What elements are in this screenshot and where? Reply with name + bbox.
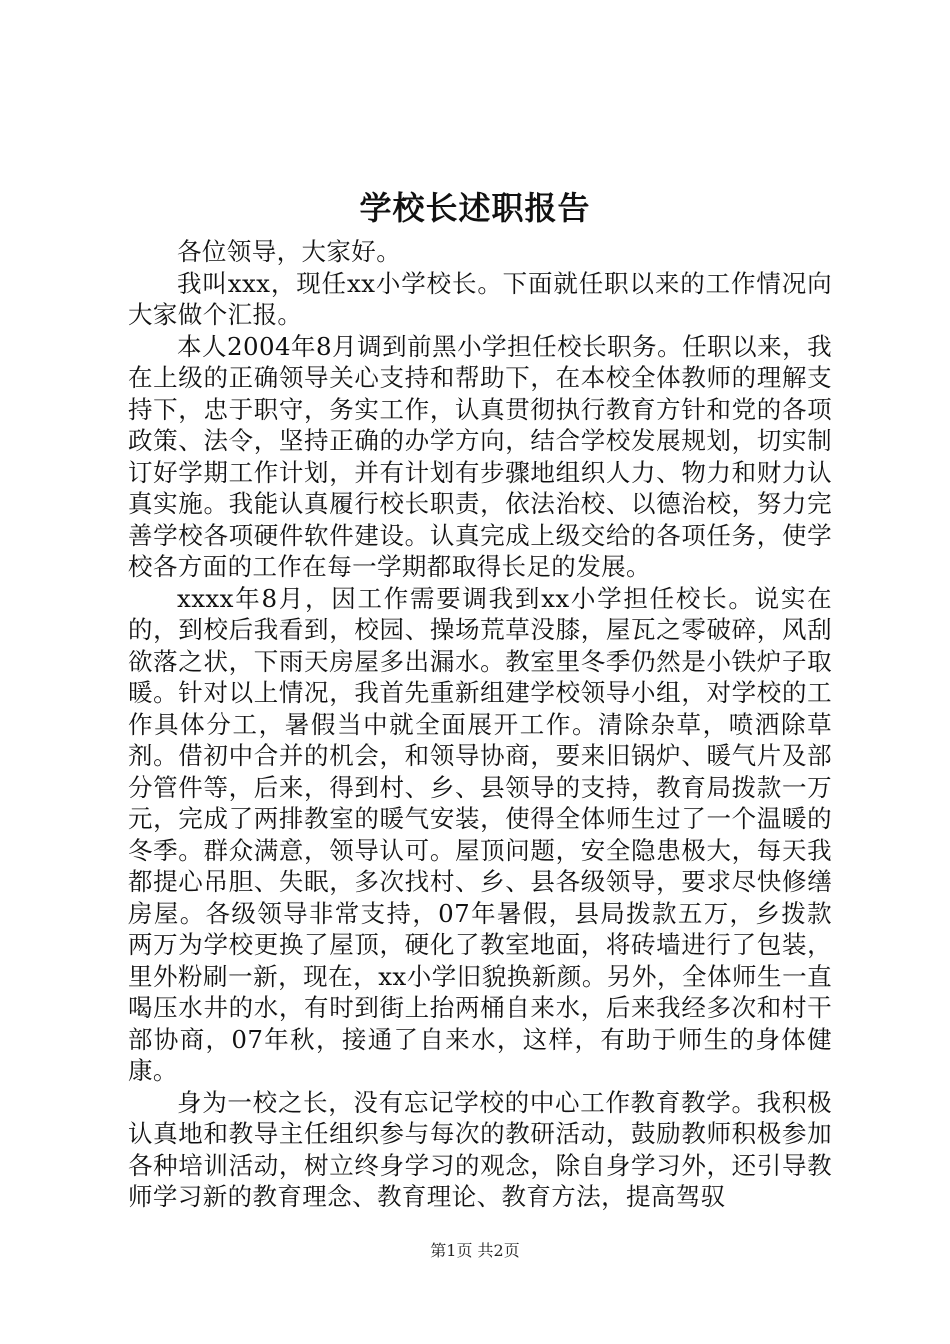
paragraph-teaching-work: 身为一校之长，没有忘记学校的中心工作教育教学。我积极认真地和教导主任组织参与每次的教研活动，鼓励教师积极参加各种培训活动，树立终身学习的观念，除自身学习外，还引导教师学习新的教育理念、教育理论、教育方法，提高驾驭: [128, 1087, 832, 1211]
paragraph-introduction: 我叫xxx，现任xx小学校长。下面就任职以来的工作情况向大家做个汇报。: [128, 268, 832, 329]
paragraph-greeting: 各位领导，大家好。: [177, 237, 402, 266]
document-title: 学校长述职报告: [359, 189, 591, 227]
paragraph-school-improvements: xxxx年8月，因工作需要调我到xx小学担任校长。说实在的，到校后我看到，校园、操场荒草没膝，屋瓦之零破碎，风刮欲落之状，下雨天房屋多出漏水。教室里冬季仍然是小铁炉子取暖。针对以上情况，我首先重新组建学校领导小组，对学校的工作具体分工，暑假当中就全面展开工作。清除杂草，喷洒除草剂。借初中合并的机会，和领导协商，要来旧锅炉、暖气片及部分管件等，后来，得到村、乡、县领导的支持，教育局拨款一万元，完成了两排教室的暖气安装，使得全体师生过了一个温暖的冬季。群众满意，领导认可。屋顶问题，安全隐患极大，每天我都提心吊胆、失眠，多次找村、乡、县各级领导，要求尽快修缮房屋。各级领导非常支持，07年暑假，县局拨款五万，乡拨款两万为学校更换了屋顶，硬化了教室地面，将砖墙进行了包装，里外粉刷一新，现在，xx小学旧貌换新颜。另外，全体师生一直喝压水井的水，有时到街上抬两桶自来水，后来我经多次和村干部协商，07年秋，接通了自来水，这样，有助于师生的身体健康。: [128, 583, 832, 1085]
document-body: [128, 236, 832, 1213]
paragraph-work-overview: 本人2004年8月调到前黑小学担任校长职务。任职以来，我在上级的正确领导关心支持和帮助下，在本校全体教师的理解支持下，忠于职守，务实工作，认真贯彻执行教育方针和党的各项政策、法令，坚持正确的办学方向，结合学校发展规划，切实制订好学期工作计划，并有计划有步骤地组织人力、物力和财力认真实施。我能认真履行校长职责，依法治校、以德治校，努力完善学校各项硬件软件建设。认真完成上级交给的各项任务，使学校各方面的工作在每一学期都取得长足的发展。: [128, 331, 832, 581]
page-number-footer: 第1页 共2页: [430, 1241, 520, 1260]
